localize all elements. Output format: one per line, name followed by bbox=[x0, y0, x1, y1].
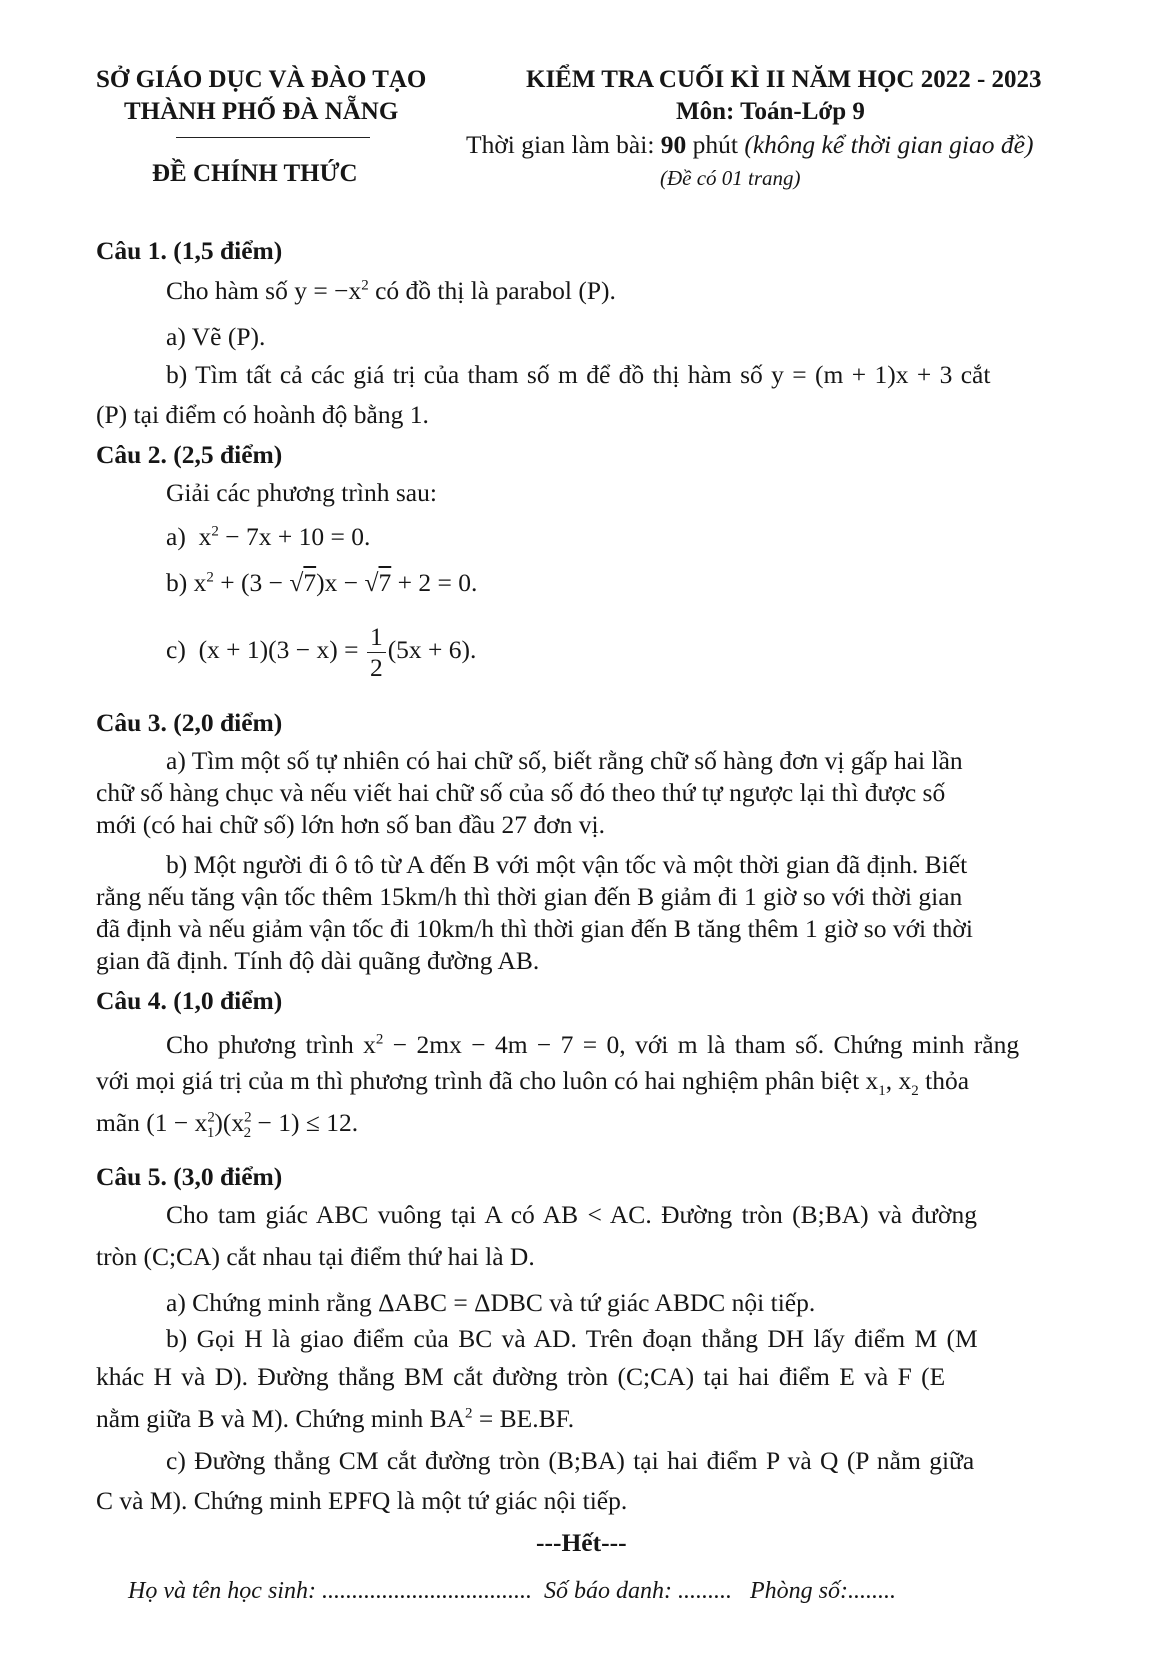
q2-part-c: c) (x + 1)(3 − x) = $\frac{1}{2}$ (5x + 6). bbox=[166, 622, 477, 682]
q3-a-line1: a) Tìm một số tự nhiên có hai chữ số, biết rằng chữ số hàng đơn vị gấp hai lần bbox=[166, 746, 963, 775]
official-label: ĐỀ CHÍNH THỨC bbox=[152, 160, 358, 187]
q1-title: Câu 1. (1,5 điểm) bbox=[96, 236, 283, 265]
q2-intro: Giải các phương trình sau: bbox=[166, 478, 437, 507]
q4-line1: Cho phương trình $x^2 - 2mx - 4m - 7 = 0$, với m là tham số. Chứng minh rằng bbox=[166, 1030, 1020, 1059]
q5-c-line2: C và M). Chứng minh EPFQ là một tứ giác nội tiếp. bbox=[96, 1486, 628, 1515]
q4-title: Câu 4. (1,0 điểm) bbox=[96, 986, 283, 1015]
q1-part-b-line2: (P) tại điểm có hoành độ bằng 1. bbox=[96, 400, 429, 429]
q3-b-line4: gian đã định. Tính độ dài quãng đường AB. bbox=[96, 946, 540, 975]
q5-c-line1: c) Đường thẳng CM cắt đường tròn (B;BA) tại hai điểm P và Q (P nằm giữa bbox=[166, 1446, 975, 1475]
q2-part-a: a) $x^2 - 7x + 10 = 0$. bbox=[166, 522, 371, 551]
room-number-label: Phòng số: bbox=[749, 1578, 848, 1604]
subject-label: Môn: Toán-Lớp 9 bbox=[676, 98, 865, 125]
time-line bbox=[466, 130, 1033, 160]
q3-a-line3: mới (có hai chữ số) lớn hơn số ban đầu 27 đơn vị. bbox=[96, 810, 605, 839]
q5-part-a: a) Chứng minh rằng ΔABC = ΔDBC và tứ giác ABDC nội tiếp. bbox=[166, 1288, 816, 1317]
q5-b-line1: b) Gọi H là giao điểm của BC và AD. Trên đoạn thẳng DH lấy điểm M (M bbox=[166, 1324, 978, 1353]
student-name-label: Họ và tên học sinh: bbox=[128, 1578, 316, 1604]
q4-line3: mãn $(1 - x^2_1)(x^2_2 - 1) \le 12$. bbox=[96, 1108, 359, 1142]
student-info-line: Họ và tên học sinh: ................................... Số báo danh: ......... Phòng số:........ bbox=[128, 1578, 896, 1604]
q5-line2: tròn (C;CA) cắt nhau tại điểm thứ hai là D. bbox=[96, 1242, 535, 1271]
q5-title: Câu 5. (3,0 điểm) bbox=[96, 1162, 283, 1191]
pages-note: (Đề có 01 trang) bbox=[660, 166, 801, 190]
candidate-number-label: Số báo danh: bbox=[543, 1578, 672, 1604]
q2-part-b: b) $x^2 + (3 - √7)x - √7 + 2 = 0$. bbox=[166, 568, 478, 597]
q1-part-a: a) Vẽ (P). bbox=[166, 322, 266, 351]
end-marker: ---Hết--- bbox=[536, 1528, 627, 1557]
q2-title: Câu 2. (2,5 điểm) bbox=[96, 440, 283, 469]
q5-line1: Cho tam giác ABC vuông tại A có AB < AC. Đường tròn (B;BA) và đường bbox=[166, 1200, 977, 1229]
time-prefix: Thời gian làm bài: bbox=[466, 130, 661, 159]
department-name: SỞ GIÁO DỤC VÀ ĐÀO TẠO bbox=[96, 66, 427, 93]
fraction: $\frac{1}{2}$ bbox=[367, 624, 386, 680]
header-divider bbox=[176, 137, 370, 138]
q3-b-line2: rằng nếu tăng vận tốc thêm 15km/h thì thời gian đến B giảm đi 1 giờ so với thời gian bbox=[96, 882, 963, 911]
q3-b-line3: đã định và nếu giảm vận tốc đi 10km/h thì thời gian đến B tăng thêm 1 giờ so với thời bbox=[96, 914, 973, 943]
time-note: (không kể thời gian giao đề) bbox=[744, 130, 1034, 159]
q3-title: Câu 3. (2,0 điểm) bbox=[96, 708, 283, 737]
exam-title: KIỂM TRA CUỐI KÌ II NĂM HỌC 2022 - 2023 bbox=[526, 66, 1042, 93]
q1-intro: Cho hàm số $y = -x^2$ có đồ thị là parabol (P). bbox=[166, 276, 616, 305]
q1-part-b-line1: b) Tìm tất cả các giá trị của tham số m để đồ thị hàm số y = (m + 1)x + 3 cắt bbox=[166, 360, 991, 389]
q5-b-line3: nằm giữa B và M). Chứng minh $BA^2 = BE.BF$. bbox=[96, 1404, 575, 1433]
time-unit: phút bbox=[686, 130, 745, 159]
q3-b-line1: b) Một người đi ô tô từ A đến B với một vận tốc và một thời gian đã định. Biết bbox=[166, 850, 968, 879]
q5-b-line2: khác H và D). Đường thẳng BM cắt đường tròn (C;CA) tại hai điểm E và F (E bbox=[96, 1362, 946, 1391]
time-value: 90 bbox=[660, 130, 687, 159]
city-name: THÀNH PHỐ ĐÀ NẴNG bbox=[124, 98, 399, 125]
q4-line2: với mọi giá trị của m thì phương trình đã cho luôn có hai nghiệm phân biệt $x_1$, $x_2$ thỏa bbox=[96, 1066, 970, 1100]
q3-a-line2: chữ số hàng chục và nếu viết hai chữ số của số đó theo thứ tự ngược lại thì được số bbox=[96, 778, 946, 807]
